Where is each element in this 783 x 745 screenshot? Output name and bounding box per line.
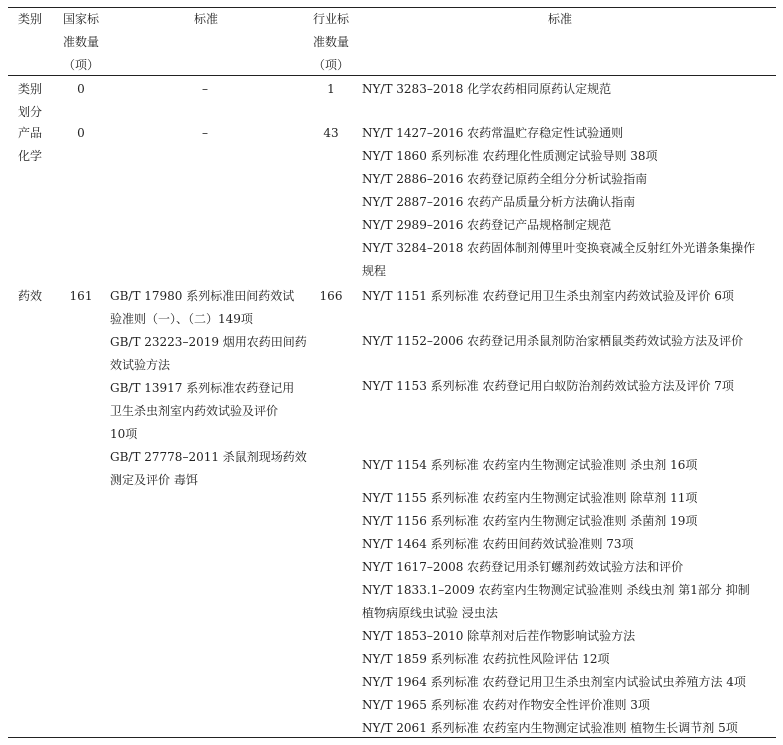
list-item: 10项 [110, 427, 138, 441]
list-item: NY/T 2887–2016 农药产品质量分析方法确认指南 [362, 195, 636, 209]
header-national-standard: 标准 [194, 12, 219, 26]
list-item: GB/T 23223–2019 烟用农药田间药 [110, 335, 307, 349]
row-category: 产品 化学 [18, 126, 43, 163]
list-item: NY/T 1617–2008 农药登记用杀钉螺剂药效试验方法和评价 [362, 560, 684, 574]
list-item: NY/T 3284–2018 农药固体制剂傅里叶变换衰减全反射红外光谱条集操作 [362, 241, 756, 255]
list-item: NY/T 2061 系列标准 农药室内生物测定试验准则 植物生长调节剂 5项 [362, 721, 738, 735]
list-item: NY/T 1464 系列标准 农药田间药效试验准则 73项 [362, 537, 634, 551]
row-industry-count: 166 [319, 289, 343, 303]
list-item: GB/T 17980 系列标准田间药效试 [110, 289, 295, 303]
list-item: 卫生杀虫剂室内药效试验及评价 [110, 404, 279, 418]
list-item: NY/T 2989–2016 农药登记产品规格制定规范 [362, 218, 612, 232]
list-item: NY/T 1427–2016 农药常温贮存稳定性试验通则 [362, 126, 624, 140]
header-category: 类别 [18, 12, 43, 26]
list-item: GB/T 13917 系列标准农药登记用 [110, 381, 295, 395]
list-item: NY/T 1833.1–2009 农药室内生物测定试验准则 杀线虫剂 第1部分 抑制 [362, 583, 750, 597]
row-industry-count: 43 [323, 126, 339, 140]
row-industry-standard: NY/T 3283–2018 化学农药相同原药认定规范 [362, 82, 612, 96]
row-industry-standards [362, 122, 755, 283]
list-item: 测定及评价 毒饵 [110, 473, 198, 487]
row-industry-count: 1 [327, 82, 335, 96]
list-item: 效试验方法 [110, 358, 171, 372]
header-bottom-rule [8, 75, 776, 76]
row-category: 药效 [18, 289, 43, 303]
header-industry-standard: 标准 [548, 12, 573, 26]
row-national-count: 0 [77, 126, 85, 140]
list-item: NY/T 1859 系列标准 农药抗性风险评估 12项 [362, 652, 610, 666]
list-item: NY/T 1853–2010 除草剂对后茬作物影响试验方法 [362, 629, 636, 643]
header-national-count: 国家标 准数量 （项） [62, 12, 99, 72]
list-item: 植物病原线虫试验 浸虫法 [362, 606, 498, 620]
list-item: NY/T 1152–2006 农药登记用杀鼠剂防治家栖鼠类药效试验方法及评价 [362, 334, 744, 348]
row-national-standard: – [202, 82, 208, 96]
row-national-count: 0 [77, 82, 85, 96]
row-industry-standards [362, 487, 750, 740]
list-item: GB/T 27778–2011 杀鼠剂现场药效 [110, 450, 307, 464]
list-item: NY/T 1154 系列标准 农药室内生物测定试验准则 杀虫剂 16项 [362, 458, 698, 472]
row-national-count: 161 [69, 289, 93, 303]
header-industry-count: 行业标 准数量 （项） [312, 12, 349, 72]
list-item: NY/T 1153 系列标准 农药登记用白蚁防治剂药效试验方法及评价 7项 [362, 379, 734, 393]
list-item: NY/T 2886–2016 农药登记原药全组分分析试验指南 [362, 172, 648, 186]
table-top-rule [8, 7, 776, 8]
list-item: NY/T 1860 系列标准 农药理化性质测定试验导则 38项 [362, 149, 658, 163]
list-item: NY/T 1151 系列标准 农药登记用卫生杀虫剂室内药效试验及评价 6项 [362, 289, 734, 303]
list-item: NY/T 1964 系列标准 农药登记用卫生杀虫剂室内试验试虫养殖方法 4项 [362, 675, 746, 689]
row-category: 类别 划分 [18, 82, 43, 119]
row-national-standard: – [202, 126, 208, 140]
list-item: 验准则（一）、（二）149项 [110, 312, 253, 326]
list-item: NY/T 1156 系列标准 农药室内生物测定试验准则 杀菌剂 19项 [362, 514, 698, 528]
list-item: NY/T 1965 系列标准 农药对作物安全性评价准则 3项 [362, 698, 650, 712]
list-item: 规程 [362, 264, 387, 278]
list-item: NY/T 1155 系列标准 农药室内生物测定试验准则 除草剂 11项 [362, 491, 698, 505]
row-industry-standards [362, 454, 697, 477]
row-national-standards [110, 285, 307, 492]
